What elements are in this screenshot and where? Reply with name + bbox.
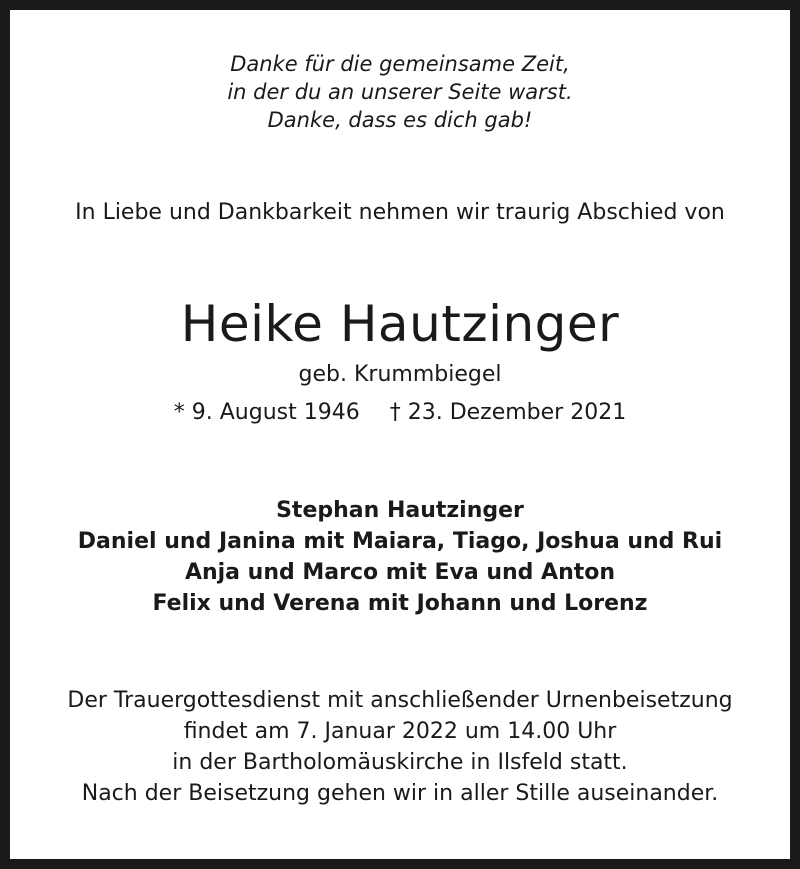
family-line: Felix und Verena mit Johann und Lorenz [152,591,648,616]
family-line: Anja und Marco mit Eva und Anton [184,560,616,585]
service-line: findet am 7. Januar 2022 um 14.00 Uhr [183,719,617,744]
life-dates [20,400,780,425]
family-line: Daniel und Janina mit Maiara, Tiago, Joshua und Rui [77,529,723,554]
service-line: in der Bartholomäuskirche in Ilsfeld statt. [172,750,628,775]
intro-text: In Liebe und Dankbarkeit nehmen wir traurig Abschied von [75,200,725,225]
service-line: Nach der Beisetzung gehen wir in aller Stille auseinander. [81,781,719,806]
service-line: Der Trauergottesdienst mit anschließender Urnenbeisetzung [67,688,733,713]
deceased-name: Heike Hautzinger [180,295,620,353]
maiden-name: geb. Krummbiegel [298,362,502,387]
birth-date: * 9. August 1946 [173,400,360,425]
verse-line: in der du an unserer Seite warst. [227,80,573,104]
family-line: Stephan Hautzinger [276,498,524,523]
verse-line: Danke für die gemeinsame Zeit, [230,52,570,76]
death-date: † 23. Dezember 2021 [389,400,627,425]
verse-line: Danke, dass es dich gab! [267,108,533,132]
